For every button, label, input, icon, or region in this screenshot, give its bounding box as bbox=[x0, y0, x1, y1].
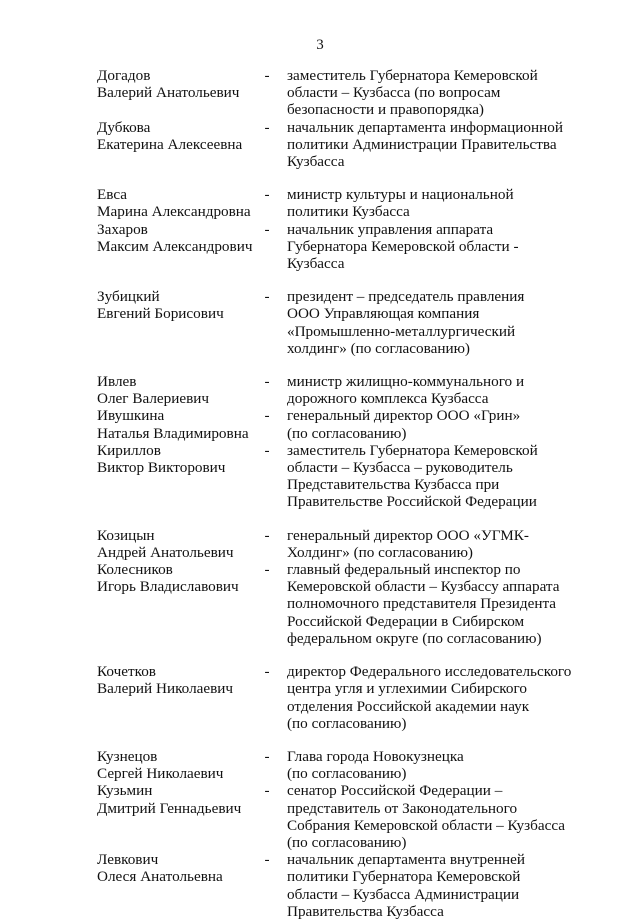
position-line: министр жилищно-коммунального и bbox=[287, 373, 525, 391]
member-name bbox=[97, 561, 262, 647]
dash-separator: - bbox=[264, 526, 270, 544]
position-line: Губернатора Кемеровской области - bbox=[287, 237, 519, 255]
position-line: области – Кузбасса Администрации bbox=[287, 885, 520, 903]
member-position bbox=[287, 748, 582, 782]
position-line: начальник департамента внутренней bbox=[287, 851, 526, 869]
dash-separator: - bbox=[264, 407, 270, 425]
list-item bbox=[97, 373, 617, 407]
member-surname: Догадов bbox=[97, 67, 151, 84]
position-line: Собрания Кемеровской области – Кузбасса bbox=[287, 816, 566, 834]
member-given-name: Валерий Николаевич bbox=[97, 680, 234, 698]
member-name bbox=[97, 782, 262, 851]
member-name bbox=[97, 527, 262, 561]
member-position bbox=[287, 407, 582, 441]
position-line: Правительства Кузбасса bbox=[287, 902, 444, 920]
member-name bbox=[97, 186, 262, 220]
member-surname: Захаров bbox=[97, 220, 148, 238]
member-name bbox=[97, 67, 262, 119]
member-name bbox=[97, 288, 262, 357]
member-name bbox=[97, 663, 262, 732]
list-item bbox=[97, 851, 617, 920]
position-line: центра угля и углехимии Сибирского bbox=[287, 680, 527, 698]
position-line: Кузбасса bbox=[287, 153, 345, 171]
member-given-name: Валерий Анатольевич bbox=[97, 84, 240, 102]
member-given-name: Сергей Николаевич bbox=[97, 765, 224, 783]
list-item bbox=[97, 119, 617, 171]
list-item bbox=[97, 782, 617, 851]
dash-separator: - bbox=[264, 220, 270, 238]
member-position bbox=[287, 527, 582, 561]
member-position bbox=[287, 186, 582, 220]
position-line: директор Федерального исследовательского bbox=[287, 663, 572, 681]
list-item bbox=[97, 442, 617, 511]
position-line: политики Кузбасса bbox=[287, 203, 410, 221]
position-line: Глава города Новокузнецка bbox=[287, 747, 464, 765]
member-position bbox=[287, 663, 582, 732]
member-position bbox=[287, 119, 582, 171]
list-item bbox=[97, 186, 617, 220]
position-line: президент – председатель правления bbox=[287, 288, 525, 306]
dash-separator: - bbox=[264, 186, 270, 204]
position-line: Кузбасса bbox=[287, 255, 345, 273]
member-list bbox=[97, 67, 617, 920]
list-item bbox=[97, 748, 617, 782]
position-line: главный федеральный инспектор по bbox=[287, 561, 521, 579]
position-line: сенатор Российской Федерации – bbox=[287, 782, 503, 800]
position-line: Кемеровской области – Кузбассу аппарата bbox=[287, 578, 560, 596]
dash-separator: - bbox=[264, 441, 270, 459]
position-line: заместитель Губернатора Кемеровской bbox=[287, 67, 538, 84]
position-line: холдинг» (по согласованию) bbox=[287, 339, 470, 357]
position-line: генеральный директор ООО «Грин» bbox=[287, 407, 521, 425]
member-given-name: Максим Александрович bbox=[97, 237, 253, 255]
member-surname: Ивлев bbox=[97, 373, 137, 391]
member-given-name: Марина Александровна bbox=[97, 203, 251, 221]
position-line: отделения Российской академии наук bbox=[287, 697, 530, 715]
member-given-name: Екатерина Алексеевна bbox=[97, 135, 243, 153]
member-position bbox=[287, 67, 582, 119]
position-line: генеральный директор ООО «УГМК- bbox=[287, 526, 529, 544]
member-surname: Кириллов bbox=[97, 441, 161, 459]
member-surname: Евса bbox=[97, 186, 128, 204]
member-position bbox=[287, 561, 582, 647]
position-line: (по согласованию) bbox=[287, 833, 407, 851]
member-surname: Колесников bbox=[97, 561, 173, 579]
position-line: начальник департамента информационной bbox=[287, 118, 563, 136]
member-surname: Кузнецов bbox=[97, 747, 158, 765]
member-name bbox=[97, 119, 262, 171]
member-given-name: Наталья Владимировна bbox=[97, 424, 249, 442]
member-position bbox=[287, 442, 582, 511]
position-line: «Промышленно-металлургический bbox=[287, 322, 516, 340]
list-item bbox=[97, 663, 617, 732]
member-position bbox=[287, 288, 582, 357]
member-given-name: Виктор Викторович bbox=[97, 459, 226, 477]
member-position bbox=[287, 221, 582, 273]
position-line: политики Администрации Правительства bbox=[287, 135, 557, 153]
position-line: Представительства Кузбасса при bbox=[287, 476, 500, 494]
position-line: (по согласованию) bbox=[287, 424, 407, 442]
position-line: (по согласованию) bbox=[287, 765, 407, 783]
member-surname: Ивушкина bbox=[97, 407, 165, 425]
position-line: министр культуры и национальной bbox=[287, 186, 514, 204]
position-line: Российской Федерации в Сибирском bbox=[287, 612, 525, 630]
page-number: 3 bbox=[316, 37, 324, 53]
dash-separator: - bbox=[264, 288, 270, 306]
member-given-name: Евгений Борисович bbox=[97, 305, 224, 323]
dash-separator: - bbox=[264, 373, 270, 391]
member-surname: Зубицкий bbox=[97, 288, 160, 306]
list-item bbox=[97, 221, 617, 273]
member-name bbox=[97, 748, 262, 782]
member-name bbox=[97, 851, 262, 920]
position-line: начальник управления аппарата bbox=[287, 220, 494, 238]
position-line: заместитель Губернатора Кемеровской bbox=[287, 441, 538, 459]
member-position bbox=[287, 373, 582, 407]
position-line: политики Губернатора Кемеровской bbox=[287, 868, 521, 886]
dash-separator: - bbox=[264, 851, 270, 869]
position-line: Правительстве Российской Федерации bbox=[287, 493, 537, 511]
list-item bbox=[97, 527, 617, 561]
member-position bbox=[287, 782, 582, 851]
position-line: безопасности и правопорядка) bbox=[287, 101, 484, 119]
member-position bbox=[287, 851, 582, 920]
position-line: ООО Управляющая компания bbox=[287, 305, 480, 323]
dash-separator: - bbox=[264, 118, 270, 136]
member-name bbox=[97, 442, 262, 511]
member-given-name: Андрей Анатольевич bbox=[97, 543, 234, 561]
member-surname: Дубкова bbox=[97, 118, 151, 136]
member-given-name: Дмитрий Геннадьевич bbox=[97, 799, 242, 817]
list-item bbox=[97, 67, 617, 119]
member-given-name: Олеся Анатольевна bbox=[97, 868, 223, 886]
member-surname: Козицын bbox=[97, 526, 155, 544]
dash-separator: - bbox=[264, 67, 270, 84]
dash-separator: - bbox=[264, 561, 270, 579]
list-item bbox=[97, 288, 617, 357]
list-item bbox=[97, 407, 617, 441]
dash-separator: - bbox=[264, 747, 270, 765]
position-line: представитель от Законодательного bbox=[287, 799, 518, 817]
position-line: Холдинг» (по согласованию) bbox=[287, 543, 473, 561]
position-line: федеральном округе (по согласованию) bbox=[287, 629, 542, 647]
member-surname: Кочетков bbox=[97, 663, 156, 681]
position-line: полномочного представителя Президента bbox=[287, 595, 557, 613]
member-given-name: Олег Валериевич bbox=[97, 390, 210, 408]
member-name bbox=[97, 407, 262, 441]
position-line: области – Кузбасса (по вопросам bbox=[287, 84, 501, 102]
position-line: области – Кузбасса – руководитель bbox=[287, 459, 513, 477]
position-line: (по согласованию) bbox=[287, 714, 407, 732]
member-surname: Левкович bbox=[97, 851, 159, 869]
dash-separator: - bbox=[264, 663, 270, 681]
member-name bbox=[97, 373, 262, 407]
dash-separator: - bbox=[264, 782, 270, 800]
member-name bbox=[97, 221, 262, 273]
member-given-name: Игорь Владиславович bbox=[97, 578, 239, 596]
list-item bbox=[97, 561, 617, 647]
member-surname: Кузьмин bbox=[97, 782, 153, 800]
position-line: дорожного комплекса Кузбасса bbox=[287, 390, 489, 408]
